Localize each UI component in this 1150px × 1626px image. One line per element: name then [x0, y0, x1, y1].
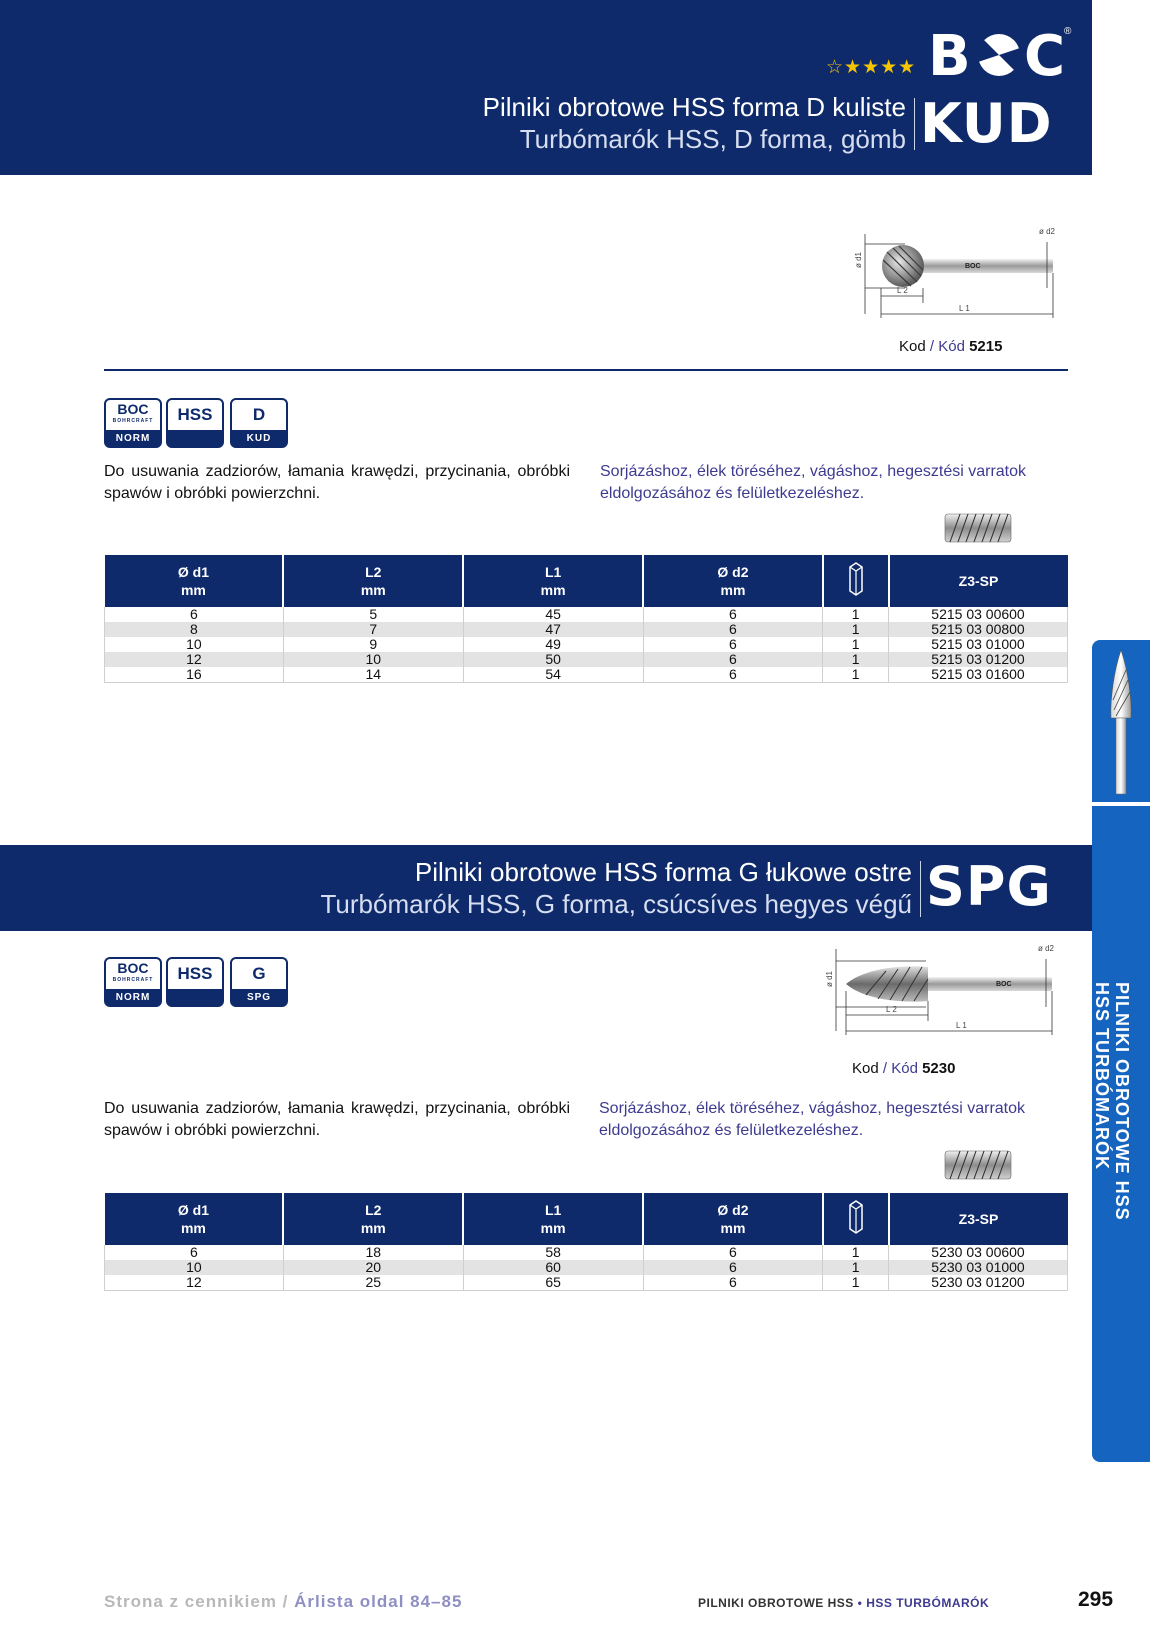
form-d-badge [230, 398, 288, 448]
table-cell: 5 [283, 607, 463, 622]
table-cell: 50 [463, 652, 643, 667]
footer-price-ref [104, 1592, 462, 1612]
table-cell: 5215 03 00800 [889, 622, 1068, 637]
table-cell: 6 [643, 1245, 823, 1260]
badge-form-text: G [252, 964, 266, 983]
table-cell: 5230 03 00600 [889, 1245, 1068, 1260]
table-cell: 1 [823, 652, 889, 667]
section2-title-pl: Pilniki obrotowe HSS forma G łukowe ostre [414, 857, 912, 887]
table-cell: 16 [105, 667, 284, 683]
table-cell: 1 [823, 667, 889, 683]
col-d1 [105, 555, 284, 607]
col-l1 [463, 555, 643, 607]
form-g-badge [230, 957, 288, 1007]
table-cell: 6 [643, 1275, 823, 1291]
section1-code: KUD [920, 92, 1053, 155]
l2-label: L 2 [886, 1005, 897, 1014]
badge-boc-text: BOC [117, 401, 149, 417]
cut-pattern-icon [944, 1148, 1012, 1187]
badge-bohrcraft: BOHRCRAFT [112, 977, 154, 983]
header-label: mm [180, 582, 206, 598]
table-cell: 5215 03 01000 [889, 637, 1068, 652]
boc-logo [928, 24, 1072, 89]
boc-logo-graphic [928, 24, 1070, 89]
header-label: Ø d1 [177, 1202, 209, 1218]
badge-hss-text: HSS [177, 964, 213, 983]
package-icon [847, 1199, 865, 1235]
badge-norm-text: NORM [106, 989, 160, 1005]
table-cell: 12 [105, 1275, 284, 1291]
table-cell: 14 [283, 667, 463, 683]
col-d2 [643, 1193, 823, 1245]
section2-title-hu: Turbómarók HSS, G forma, csúcsíves hegyes végű [320, 889, 912, 919]
header-label: mm [720, 582, 746, 598]
code-label-sep: / [929, 338, 935, 355]
d1-label: ø d1 [825, 970, 834, 987]
header-label: Ø d1 [177, 564, 209, 580]
header-label: mm [180, 1220, 206, 1236]
title-divider [920, 861, 921, 917]
table-row [105, 652, 1068, 667]
table-cell: 10 [283, 652, 463, 667]
shank-marking: BOC [996, 981, 1012, 988]
registered-mark: ® [1064, 26, 1072, 37]
section2-banner [0, 845, 1092, 931]
col-pack-qty [823, 555, 889, 607]
section2-description-pl: Do usuwania zadziorów, łamania krawędzi, przycinania, obróbki spawów i obróbki powierzchni. [104, 1100, 570, 1139]
footer-section-hu: HSS TURBÓMARÓK [866, 1596, 990, 1610]
table-row [105, 622, 1068, 637]
header-label: L2 [365, 564, 382, 580]
table-row [105, 1245, 1068, 1260]
table-cell: 60 [463, 1260, 643, 1275]
d2-label: ø d2 [1038, 944, 1055, 953]
svg-text:C: C [1024, 24, 1066, 89]
header-label: L1 [544, 1202, 562, 1218]
table-cell: 1 [823, 622, 889, 637]
col-d2 [643, 555, 823, 607]
header-label: mm [540, 582, 566, 598]
shank-marking: BOC [965, 263, 981, 270]
table-cell: 1 [823, 637, 889, 652]
pointed-arch-burr-drawing [825, 943, 1076, 1045]
table-header-row [105, 555, 1068, 607]
table-cell: 10 [105, 637, 284, 652]
page-number: 295 [1078, 1588, 1114, 1611]
ball-burr-drawing [854, 227, 1105, 328]
badge-form-code: SPG [232, 989, 286, 1005]
footer-section-name [698, 1596, 989, 1610]
table-cell: 10 [105, 1260, 284, 1275]
header-label: mm [540, 1220, 566, 1236]
section1-spec-table [104, 555, 1068, 683]
table-row [105, 637, 1068, 652]
table-cell: 49 [463, 637, 643, 652]
table-cell: 58 [463, 1245, 643, 1260]
section1-description-pl: Do usuwania zadziorów, łamania krawędzi, przycinania, obróbki spawów i obróbki powierzchni. [104, 463, 570, 502]
header-label: L1 [544, 564, 562, 580]
section2-spec-table [104, 1193, 1068, 1291]
cut-pattern-icon [944, 511, 1012, 550]
table-cell: 1 [823, 607, 889, 622]
code-number: 5215 [969, 338, 1003, 355]
table-cell: 8 [105, 622, 284, 637]
col-d1 [105, 1193, 284, 1245]
table-cell: 7 [283, 622, 463, 637]
side-tab-label [1092, 982, 1132, 1302]
table-cell: 1 [823, 1245, 889, 1260]
header-label: mm [360, 582, 386, 598]
badge-hss-text: HSS [177, 405, 213, 424]
package-icon [847, 561, 865, 597]
table-row [105, 1275, 1068, 1291]
table-cell: 5215 03 01600 [889, 667, 1068, 683]
table-cell: 20 [283, 1260, 463, 1275]
code-label-hu: Kód [938, 338, 965, 355]
footer-dot: • [857, 1596, 863, 1610]
table-cell: 5215 03 00600 [889, 607, 1068, 622]
table-row [105, 1260, 1068, 1275]
d1-label: ø d1 [854, 251, 863, 268]
col-l2 [283, 1193, 463, 1245]
table-row [105, 667, 1068, 683]
code-label-pl: Kod [852, 1060, 879, 1077]
table-cell: 6 [105, 1245, 284, 1260]
footer-ref-hu: Árlista oldal 84–85 [294, 1592, 463, 1611]
col-article [889, 1193, 1068, 1245]
rating-stars: ☆★★★★ [826, 57, 917, 78]
header-label: Ø d2 [717, 1202, 749, 1218]
header-label: mm [720, 1220, 746, 1236]
table-header-row [105, 1193, 1068, 1245]
table-cell: 6 [643, 637, 823, 652]
hss-badge [166, 957, 224, 1007]
badge-norm-text: NORM [106, 430, 160, 446]
badge-form-code: KUD [232, 430, 286, 446]
cut-pattern-graphic [944, 511, 1012, 545]
badge-hss-bottom [168, 430, 222, 446]
table-cell: 1 [823, 1260, 889, 1275]
footer-section-pl: PILNIKI OBROTOWE HSS [698, 1596, 854, 1610]
table-cell: 6 [643, 1260, 823, 1275]
table-cell: 47 [463, 622, 643, 637]
section1-tool-diagram [854, 227, 1105, 328]
table-cell: 54 [463, 667, 643, 683]
hss-badge [166, 398, 224, 448]
badge-hss-bottom [168, 989, 222, 1005]
header-label: L2 [365, 1202, 382, 1218]
table-cell: 6 [643, 622, 823, 637]
col-l1 [463, 1193, 643, 1245]
badge-bohrcraft: BOHRCRAFT [112, 418, 154, 424]
side-tab-upper[interactable] [1092, 640, 1150, 802]
table-cell: 5230 03 01000 [889, 1260, 1068, 1275]
code-label-sep: / [882, 1060, 888, 1077]
cut-pattern-graphic [944, 1148, 1012, 1182]
table-cell: 45 [463, 607, 643, 622]
l2-label: L 2 [897, 286, 908, 295]
footer-ref-pl: Strona z cennikiem / [104, 1592, 289, 1611]
svg-text:B: B [928, 24, 971, 89]
table-cell: 5230 03 01200 [889, 1275, 1068, 1291]
section2-tool-diagram [825, 943, 1076, 1045]
table-cell: 9 [283, 637, 463, 652]
header-banner [0, 0, 1092, 175]
section1-title-pl: Pilniki obrotowe HSS forma D kuliste [482, 92, 906, 122]
table-cell: 6 [643, 652, 823, 667]
title-divider [914, 98, 915, 150]
boc-norm-badge [104, 398, 162, 448]
table-cell: 6 [643, 607, 823, 622]
code-label-hu: Kód [891, 1060, 918, 1077]
l1-label: L 1 [959, 304, 970, 313]
table-cell: 6 [105, 607, 284, 622]
table-cell: 12 [105, 652, 284, 667]
section1-code-label [899, 338, 1002, 355]
section2-code-label [852, 1060, 955, 1077]
section1-title-hu: Turbómarók HSS, D forma, gömb [519, 124, 906, 154]
tree-burr-icon [1092, 640, 1150, 802]
table-cell: 65 [463, 1275, 643, 1291]
code-number: 5230 [922, 1060, 956, 1077]
col-pack-qty [823, 1193, 889, 1245]
col-article [889, 555, 1068, 607]
badge-form-text: D [252, 405, 266, 424]
header-label: Z3-SP [958, 573, 999, 589]
side-tab-active[interactable] [1092, 806, 1150, 1462]
header-label: Ø d2 [717, 564, 749, 580]
header-label: Z3-SP [958, 1211, 999, 1227]
side-tab-line1: PILNIKI OBROTOWE HSS [1112, 982, 1132, 1221]
d2-label: ø d2 [1039, 227, 1056, 236]
table-cell: 6 [643, 667, 823, 683]
section1-description-hu: Sorjázáshoz, élek töréséhez, vágáshoz, hegesztési varratok eldolgozásához és felületkezeléshez. [600, 463, 1027, 502]
col-l2 [283, 555, 463, 607]
l1-label: L 1 [956, 1021, 967, 1030]
section2-description-hu: Sorjázáshoz, élek töréséhez, vágáshoz, hegesztési varratok eldolgozásához és felületkezeléshez. [599, 1100, 1026, 1139]
table-cell: 5215 03 01200 [889, 652, 1068, 667]
table-cell: 18 [283, 1245, 463, 1260]
side-tab-line2: HSS TURBÓMARÓK [1092, 982, 1112, 1170]
table-cell: 1 [823, 1275, 889, 1291]
code-label-pl: Kod [899, 338, 926, 355]
table-row [105, 607, 1068, 622]
header-label: mm [360, 1220, 386, 1236]
badge-boc-text: BOC [117, 960, 149, 976]
table-cell: 25 [283, 1275, 463, 1291]
section2-code: SPG [926, 855, 1052, 918]
section1-rule [104, 369, 1068, 371]
boc-norm-badge [104, 957, 162, 1007]
